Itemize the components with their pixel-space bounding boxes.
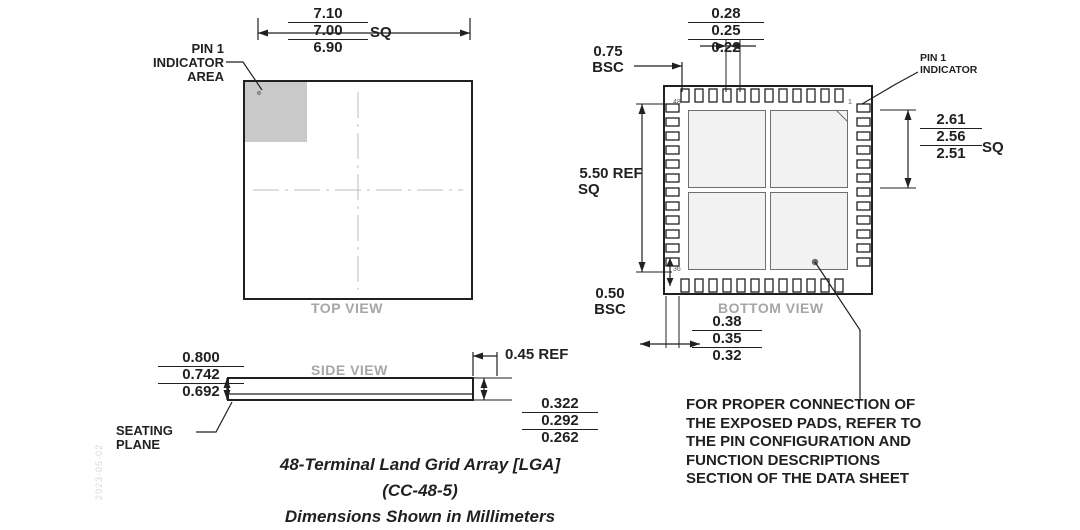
caption-line-2: (CC-48-5) [382,481,458,500]
seating-plane-label: SEATING PLANE [116,423,173,452]
pin-number-1: 1 [848,99,852,106]
side-view-label: SIDE VIEW [311,362,388,378]
dim-exposed-pad-sq: 2.61 2.56 2.51 [920,112,982,162]
dim-550-ref-sq: 5.50 REF SQ [578,165,643,198]
dim-075-bsc: 0.75 BSC [592,43,624,76]
dim-package-height: 0.800 0.742 0.692 [158,350,244,400]
bottom-view-label: BOTTOM VIEW [718,300,824,316]
dim-terminal-thickness: 0.322 0.292 0.262 [522,396,598,446]
dim-exposed-pad-sq-suffix: SQ [982,139,1004,156]
watermark: 2023-05-02 [94,443,104,500]
top-view-label: TOP VIEW [311,300,383,316]
dim-body-width-sq-suffix: SQ [370,24,392,41]
pin1-indicator-label-bottom: PIN 1 INDICATOR [920,52,978,76]
exposed-pad-note: FOR PROPER CONNECTION OF THE EXPOSED PADS, REFER TO THE PIN CONFIGURATION AND FUNCTION DESCRIPTIONS SECTION OF THE DATA SHEET [686,396,922,487]
pin-number-36: 36 [673,266,681,273]
caption-line-1: 48-Terminal Land Grid Array [LGA] [279,455,561,474]
dim-body-width: 7.10 7.00 6.90 [288,6,368,56]
dim-050-bsc: 0.50 BSC [594,285,626,318]
dim-terminal-width: 0.28 0.25 0.22 [688,6,764,56]
pin-number-48: 48 [673,99,681,106]
dim-045-ref: 0.45 REF [505,346,569,363]
dim-terminal-length: 0.38 0.35 0.32 [692,314,762,364]
caption-line-3: Dimensions Shown in Millimeters [284,507,556,526]
pin1-area-label: PIN 1 INDICATOR AREA [152,41,224,84]
